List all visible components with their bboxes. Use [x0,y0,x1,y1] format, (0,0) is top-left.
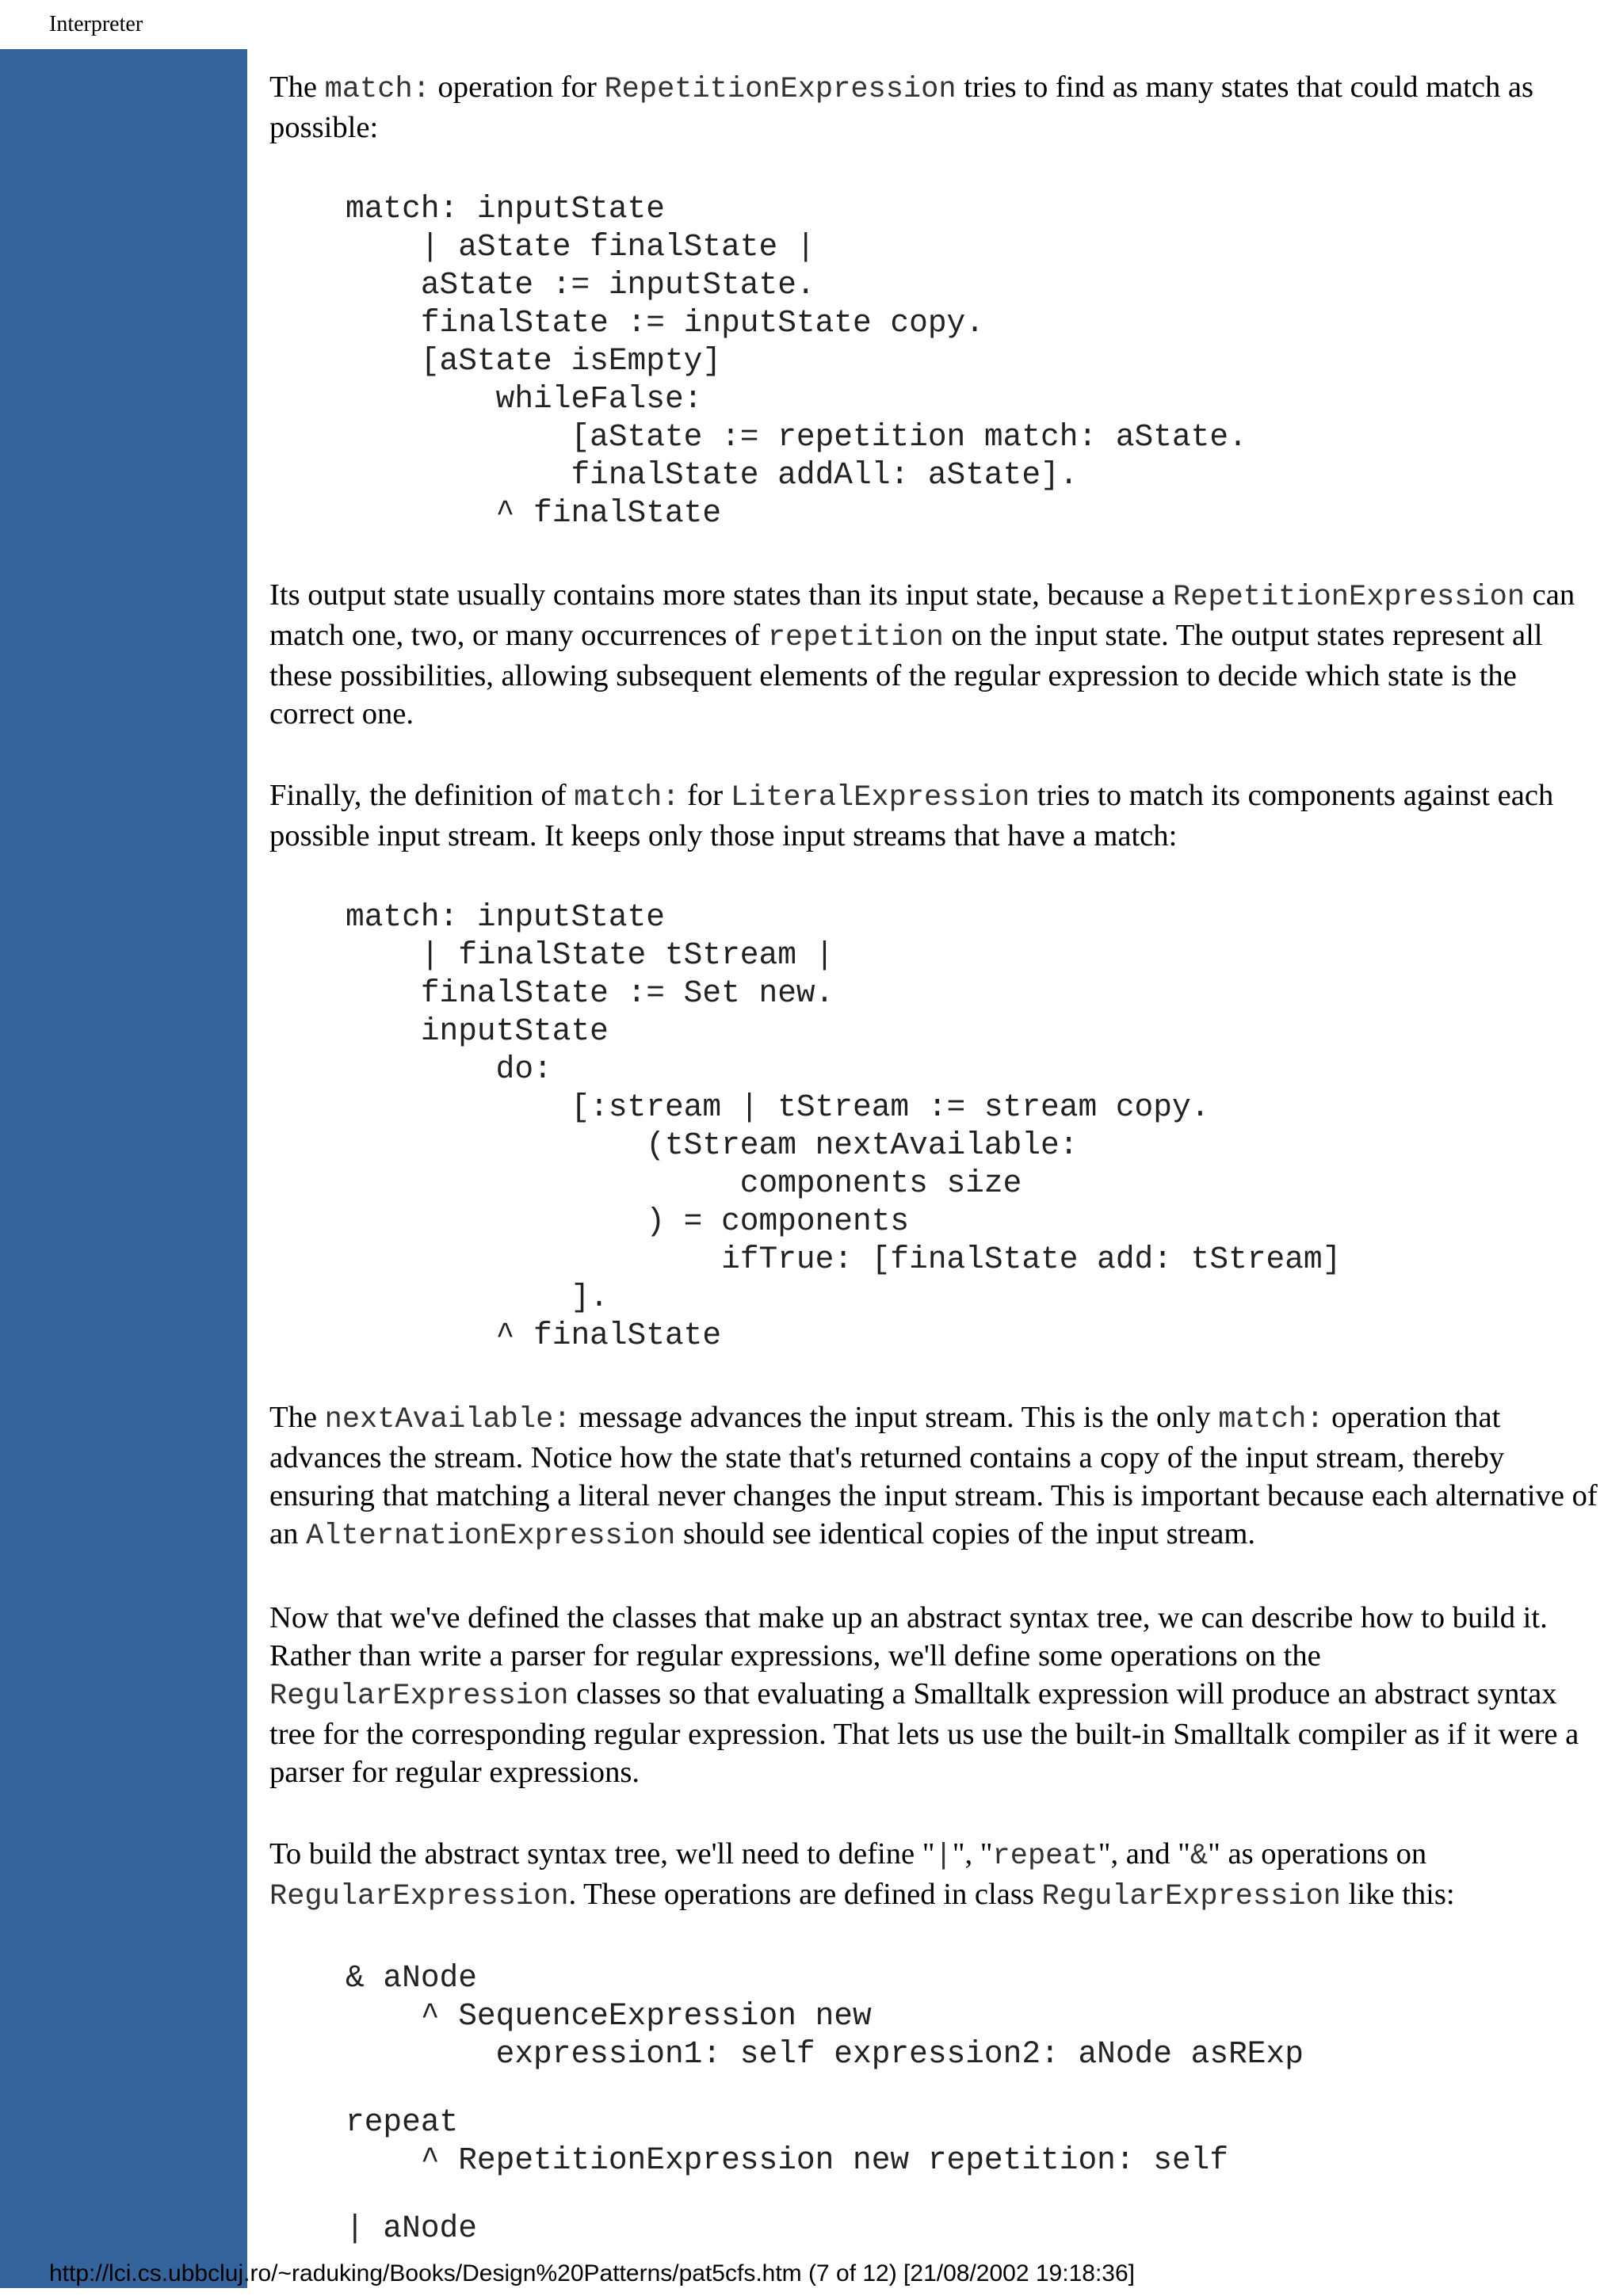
inline-code: match: [1218,1403,1324,1436]
paragraph-literal-intro: Finally, the definition of match: for LiteralExpression tries to match its components against each possible input stream. It keeps only those input streams that have a match: [269,779,1554,852]
paragraph-syntax-tree: Now that we've defined the classes that make up an abstract syntax tree, we can describe how to build it. Rather than write a parser for regular expressions, we'll define some operations on the RegularExpression classes so that evaluating a Smalltalk expression will produce an abstract syntax tree for the corresponding regular expression. That lets us use the built-in Smalltalk compiler as if it were a parser for regular expressions. [269,1601,1579,1789]
code-block-repeat-op: repeat ^ RepetitionExpression new repetition: self [346,2104,1229,2178]
inline-code: RegularExpression [269,1680,569,1713]
paragraph-operations: To build the abstract syntax tree, we'll need to define "|", "repeat", and "&" as operations on RegularExpression. These operations are defined in class RegularExpression like this: [269,1837,1455,1913]
inline-code: match: [324,73,430,106]
inline-code: LiteralExpression [730,781,1030,814]
code-block-repetition-match: match: inputState | aState finalState | aState := inputState. finalState := inputState copy. [aState isEmpty] whileFalse: [aState := repetition match: aState. finalState addAll: aState]. ^ finalState [346,191,1247,531]
paragraph-output-state: Its output state usually contains more states than its input state, because a RepetitionExpression can match one, two, or many occurrences of repetition on the input state. The output states represent all these possibilities, allowing subsequent elements of the regular expression to decide which state is the correct one. [269,578,1575,730]
paragraph-next-available: The nextAvailable: message advances the input stream. This is the only match: operation that advances the stream. Notice how the state that's returned contains a copy of the input stream, thereby ensuring that matching a literal never changes the input stream. This is important because each alternative of an AlternationExpression should see identical copies of the input stream. [269,1401,1598,1553]
inline-code: & [1190,1840,1209,1873]
document-body [269,68,1609,2248]
sidebar-band [0,49,247,2288]
inline-code: RepetitionExpression [1172,581,1526,614]
inline-code: repetition [767,621,944,654]
inline-code: repeat [992,1840,1098,1873]
inline-code: match: [574,781,680,814]
inline-code: | [934,1840,953,1873]
code-block-alternation-op: | aNode [346,2210,477,2246]
inline-code: RegularExpression [1041,1880,1341,1913]
page-footer-url: http://lci.cs.ubbcluj.ro/~raduking/Books/Design%20Patterns/pat5cfs.htm (7 of 12) [21/08/2002 19:18:36] [49,2260,1135,2286]
page-header-title: Interpreter [49,12,143,36]
paragraph-repetition-intro: The match: operation for RepetitionExpression tries to find as many states that could match as possible: [269,71,1534,144]
code-block-sequence-op: & aNode ^ SequenceExpression new expression1: self expression2: aNode asRExp [346,1960,1304,2072]
inline-code: AlternationExpression [306,1520,676,1553]
inline-code: nextAvailable: [324,1403,571,1436]
inline-code: RepetitionExpression [604,73,957,106]
inline-code: RegularExpression [269,1880,569,1913]
code-block-literal-match: match: inputState | finalState tStream | finalState := Set new. inputState do: [:stream | tStream := stream copy. (tStream nextAvailable: components size ) = components ifTrue: [finalState add: tStream] ]. ^ finalState [346,899,1342,1353]
